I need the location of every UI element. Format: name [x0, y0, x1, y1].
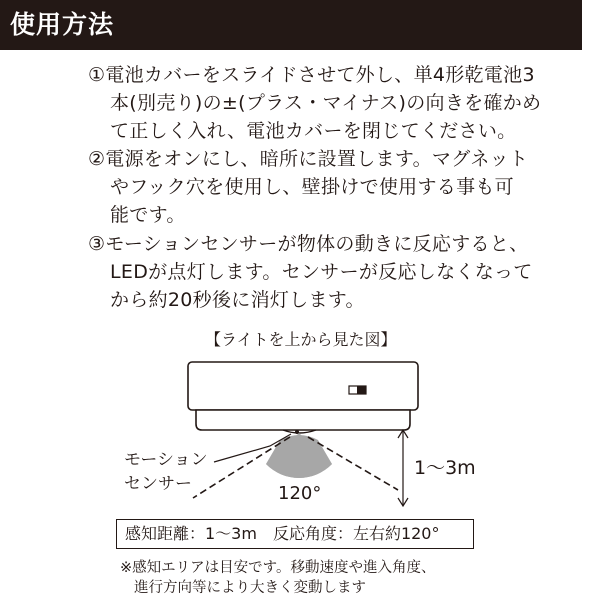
light-base — [196, 410, 410, 430]
angle-label: 120° — [278, 483, 322, 504]
note-line-2: 進行方向等により大きく変動します — [134, 580, 366, 596]
spec-text: 感知距離：1〜3m 反応角度：左右約120° — [125, 524, 440, 543]
step-2-line-1: ②電源をオンにし、暗所に設置します。マグネット — [88, 148, 529, 170]
note-line-1: ※感知エリアは目安です。移動速度や進入角度、 — [120, 560, 436, 576]
step-1-line-2: 本(別売り)の±(プラス・マイナス)の向きを確かめ — [110, 92, 542, 114]
step-1-line-1: ①電池カバーをスライドさせて外し、単4形乾電池3 — [88, 64, 535, 86]
sensor-dot — [295, 430, 299, 434]
spec-box — [116, 519, 474, 549]
light-body — [188, 362, 418, 410]
section-title: 使用方法 — [10, 10, 115, 39]
step-3-line-1: ③モーションセンサーが物体の動きに反応すると、 — [88, 233, 529, 255]
step-2-line-3: 能です。 — [110, 204, 186, 226]
sensor-label-line-1: モーション — [124, 450, 208, 470]
range-label: 1〜3m — [414, 457, 476, 479]
step-3-line-3: から約20秒後に消灯します。 — [110, 289, 365, 311]
diagram-caption: 【ライトを上から見た図】 — [205, 330, 397, 349]
step-2-line-2: やフック穴を使用し、壁掛けで使用する事も可 — [110, 176, 514, 198]
note — [120, 558, 436, 598]
step-3-line-2: LEDが点灯します。センサーが反応しなくなって — [110, 261, 533, 283]
step-1-line-3: て正しく入れ、電池カバーを閉じてください。 — [110, 120, 517, 142]
sensor-label-line-2: センサー — [124, 474, 192, 494]
